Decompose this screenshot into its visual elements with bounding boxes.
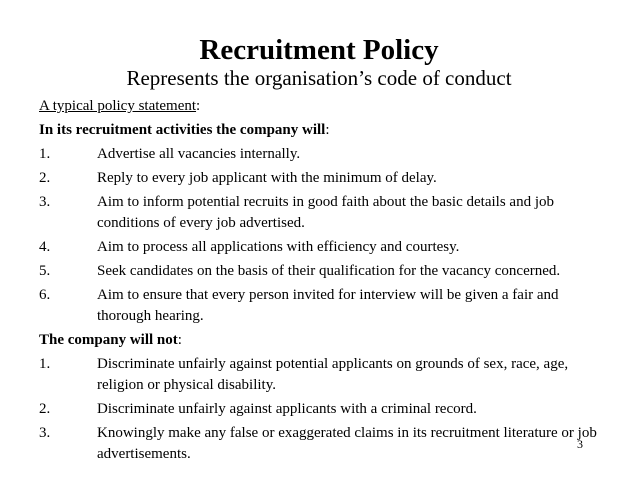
list-item-text: Aim to inform potential recruits in good faith about the basic details and job conditions of every job advertised. bbox=[97, 194, 554, 231]
will-list-item bbox=[39, 192, 609, 234]
will-not-heading-colon: : bbox=[177, 332, 182, 348]
list-item-number: 1. bbox=[39, 356, 51, 372]
will-not-list-item bbox=[39, 423, 609, 465]
page-number: 3 bbox=[577, 437, 583, 451]
intro-line bbox=[39, 96, 609, 117]
will-list-item bbox=[39, 237, 609, 258]
will-list-item bbox=[39, 144, 609, 165]
list-item-text: Advertise all vacancies internally. bbox=[97, 146, 301, 162]
list-item-number: 6. bbox=[39, 287, 51, 303]
list-item-text: Reply to every job applicant with the minimum of delay. bbox=[97, 170, 437, 186]
list-item-number: 3. bbox=[39, 425, 51, 441]
list-item-text: Aim to ensure that every person invited for interview will be given a fair and thorough hearing. bbox=[97, 287, 559, 324]
list-item-number: 3. bbox=[39, 194, 51, 210]
list-item-number: 2. bbox=[39, 170, 51, 186]
list-item-text: Knowingly make any false or exaggerated claims in its recruitment literature or job advertisements. bbox=[97, 425, 597, 462]
slide-body bbox=[39, 96, 609, 465]
list-item-number: 4. bbox=[39, 239, 51, 255]
intro-label: A typical policy statement bbox=[39, 98, 197, 114]
will-heading-line bbox=[39, 120, 609, 141]
list-item-number: 5. bbox=[39, 263, 51, 279]
will-not-heading-line bbox=[39, 330, 609, 351]
list-item-text: Discriminate unfairly against potential applicants on grounds of sex, race, age, religion or physical disability. bbox=[97, 356, 569, 393]
will-not-heading: The company will not bbox=[39, 332, 178, 348]
will-list bbox=[39, 144, 609, 327]
will-list-item bbox=[39, 261, 609, 282]
will-not-list bbox=[39, 354, 609, 465]
will-heading-colon: : bbox=[325, 122, 330, 138]
list-item-number: 1. bbox=[39, 146, 51, 162]
slide-subtitle: Represents the organisation’s code of conduct bbox=[126, 66, 512, 90]
list-item-text: Aim to process all applications with efficiency and courtesy. bbox=[97, 239, 460, 255]
list-item-text: Seek candidates on the basis of their qualification for the vacancy concerned. bbox=[97, 263, 561, 279]
will-heading: In its recruitment activities the company will bbox=[39, 122, 326, 138]
list-item-text: Discriminate unfairly against applicants with a criminal record. bbox=[97, 401, 477, 417]
will-not-list-item bbox=[39, 354, 609, 396]
will-list-item bbox=[39, 168, 609, 189]
will-not-list-item bbox=[39, 399, 609, 420]
will-list-item bbox=[39, 285, 609, 327]
slide-title: Recruitment Policy bbox=[199, 34, 439, 66]
list-item-number: 2. bbox=[39, 401, 51, 417]
intro-colon: : bbox=[196, 98, 201, 114]
